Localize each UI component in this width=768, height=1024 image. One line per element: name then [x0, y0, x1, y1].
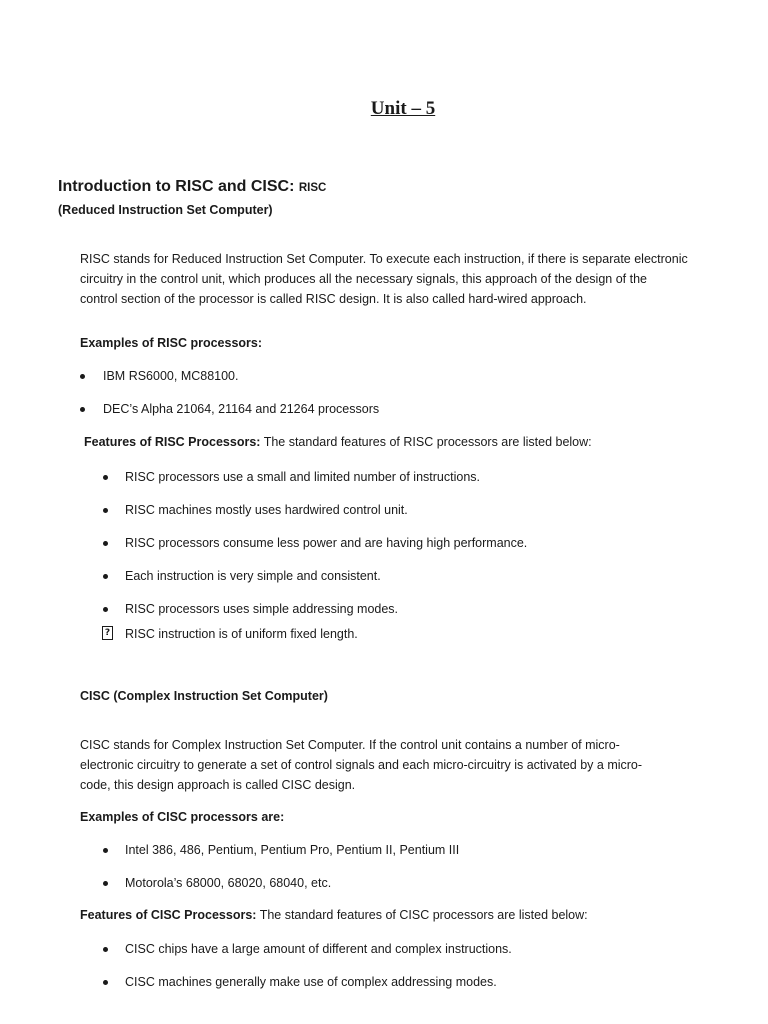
- intro-subheading: (Reduced Instruction Set Computer): [58, 203, 273, 217]
- risc-paragraph-line: RISC stands for Reduced Instruction Set Computer. To execute each instruction, if there is separate electronic: [80, 252, 688, 266]
- bullet-icon: [103, 607, 108, 612]
- cisc-features-label: Features of CISC Processors:: [80, 908, 257, 922]
- risc-example-item: DEC’s Alpha 21064, 21164 and 21264 processors: [103, 402, 380, 416]
- bullet-icon: [103, 541, 108, 546]
- bullet-icon: [103, 881, 108, 886]
- cisc-features-text: The standard features of CISC processors are listed below:: [256, 908, 588, 922]
- bullet-icon: [103, 947, 108, 952]
- cisc-feature-item: CISC machines generally make use of complex addressing modes.: [125, 975, 497, 989]
- cisc-paragraph: [80, 735, 642, 795]
- risc-feature-item: RISC processors use a small and limited number of instructions.: [125, 470, 481, 484]
- bullet-icon: [103, 475, 108, 480]
- cisc-heading: CISC (Complex Instruction Set Computer): [80, 689, 328, 703]
- risc-paragraph-line: circuitry in the control unit, which produces all the necessary signals, this approach of the design of the: [80, 272, 647, 286]
- intro-heading: [58, 178, 326, 196]
- risc-feature-item: RISC processors consume less power and are having high performance.: [125, 536, 528, 550]
- cisc-paragraph-line: electronic circuitry to generate a set of control signals and each micro-circuitry is activated by a micro-: [80, 758, 643, 772]
- cisc-features-intro: [80, 908, 588, 922]
- risc-feature-item: RISC instruction is of uniform fixed length.: [125, 627, 358, 641]
- cisc-paragraph-line: CISC stands for Complex Instruction Set Computer. If the control unit contains a number of micro-: [80, 738, 620, 752]
- bullet-icon: [80, 374, 85, 379]
- risc-example-item: IBM RS6000, MC88100.: [103, 369, 239, 383]
- bullet-icon: [103, 574, 108, 579]
- risc-features-text: The standard features of RISC processors are listed below:: [260, 435, 592, 449]
- risc-features-intro: [84, 435, 592, 449]
- cisc-example-item: Motorola’s 68000, 68020, 68040, etc.: [125, 876, 332, 890]
- bullet-icon: [103, 508, 108, 513]
- risc-paragraph: [80, 249, 688, 309]
- intro-heading-text: Introduction to RISC and CISC:: [58, 178, 299, 195]
- page-title: Unit – 5: [370, 98, 436, 119]
- bullet-icon: [103, 848, 108, 853]
- missing-glyph-icon: ?: [102, 626, 113, 640]
- risc-examples-label: Examples of RISC processors:: [80, 336, 263, 350]
- intro-heading-risc: RISC: [298, 182, 327, 194]
- bullet-icon: [80, 407, 85, 412]
- risc-feature-item: RISC machines mostly uses hardwired control unit.: [125, 503, 408, 517]
- cisc-examples-label: Examples of CISC processors are:: [80, 810, 285, 824]
- risc-feature-item: Each instruction is very simple and consistent.: [125, 569, 381, 583]
- risc-paragraph-line: control section of the processor is called RISC design. It is also called hard-wired approach.: [80, 292, 587, 306]
- risc-feature-item: RISC processors uses simple addressing modes.: [125, 602, 399, 616]
- bullet-icon: [103, 980, 108, 985]
- risc-features-label: Features of RISC Processors:: [84, 435, 261, 449]
- cisc-paragraph-line: code, this design approach is called CISC design.: [80, 778, 356, 792]
- cisc-feature-item: CISC chips have a large amount of different and complex instructions.: [125, 942, 512, 956]
- cisc-example-item: Intel 386, 486, Pentium, Pentium Pro, Pentium II, Pentium III: [125, 843, 460, 857]
